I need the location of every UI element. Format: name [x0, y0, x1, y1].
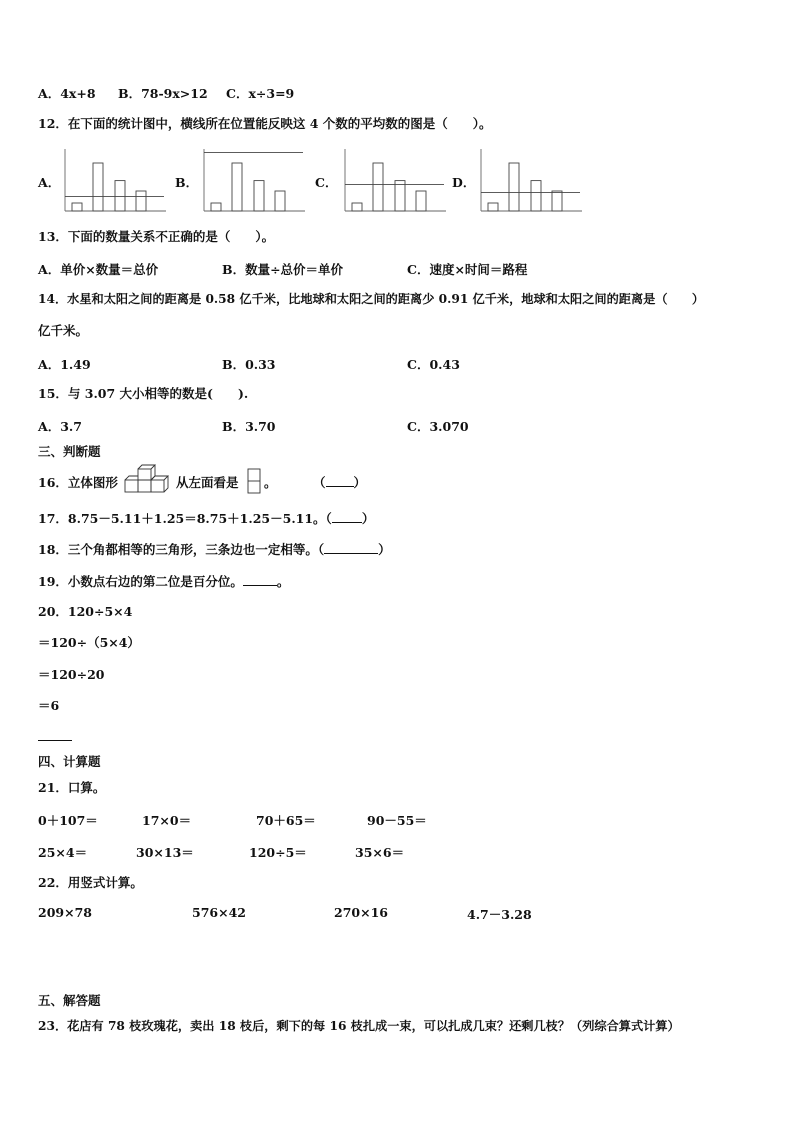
q14-stem-line2: 亿千米。 [38, 323, 89, 338]
q14-option-c: C．0.43 [407, 357, 460, 372]
chart-bar [72, 203, 82, 211]
q16-paren-open: （ [313, 475, 326, 490]
section-4-heading: 四、计算题 [38, 754, 101, 769]
q15-option-b: B．3.70 [222, 419, 276, 434]
q22-item: 209×78 [38, 905, 92, 920]
q20-line-1: 20．120÷5×4 [38, 604, 133, 619]
q19-text: 19．小数点右边的第二位是百分位。 [38, 574, 243, 589]
chart-bar [275, 191, 285, 211]
q11-option-c: C．x÷3=9 [226, 86, 295, 101]
chart-bar [395, 181, 405, 211]
left-view-figure [247, 468, 261, 494]
q19-line [38, 573, 289, 590]
chart-bar [211, 203, 221, 211]
q14-option-a: A．1.49 [38, 357, 91, 372]
q23-stem: 23．花店有 78 枝玫瑰花，卖出 18 枝后，剩下的每 16 枝扎成一束，可以扎成几束？还剩几枝？（列综合算式计算） [38, 1019, 680, 1033]
section-3-heading: 三、判断题 [38, 444, 101, 459]
q18-answer-blank[interactable] [324, 541, 378, 554]
q16-text-part2: 从左面看是 [176, 475, 239, 490]
chart-bar [552, 191, 562, 211]
q20-line-3: ＝120÷20 [38, 667, 105, 682]
q13-option-b: B．数量÷总价＝单价 [222, 262, 344, 277]
q18-close: ） [378, 542, 391, 557]
chart-bar [93, 163, 103, 211]
q22-item: 576×42 [192, 905, 246, 920]
q22-item: 4.7－3.28 [467, 907, 532, 922]
q21-item: 70＋65＝ [256, 813, 316, 828]
q15-option-c: C．3.070 [407, 419, 469, 434]
chart-bar [136, 191, 146, 211]
q20-answer-blank[interactable] [38, 740, 72, 741]
chart-bar [115, 181, 125, 211]
q19-answer-blank[interactable] [243, 573, 277, 586]
q12-chart-d [478, 148, 584, 214]
chart-bar [509, 163, 519, 211]
cube-stack-figure [122, 463, 176, 499]
section-5-heading: 五、解答题 [38, 993, 101, 1008]
q20-line-4: ＝6 [38, 698, 60, 713]
q16-answer-bracket [313, 473, 366, 491]
q14-stem-line1: 14．水星和太阳之间的距离是 0.58 亿千米，比地球和太阳之间的距离少 0.91 亿千米，地球和太阳之间的距离是（ ） [38, 292, 705, 306]
q18-text: 18．三个角都相等的三角形，三条边也一定相等。（ [38, 542, 325, 557]
q17-close: ） [361, 511, 375, 526]
q16-text-part1: 16．立体图形 [38, 475, 118, 490]
q12-chart-b [201, 148, 307, 214]
q12-label-a: A． [38, 175, 61, 190]
chart-bar [373, 163, 383, 211]
q12-stem: 12．在下面的统计图中，横线所在位置能反映这 4 个数的平均数的图是（ ）。 [38, 116, 492, 131]
q21-item: 120÷5＝ [249, 845, 307, 860]
q17-text: 17．8.75－5.11＋1.25＝8.75＋1.25－5.11。（ [38, 511, 332, 526]
q13-option-a: A．单价×数量＝总价 [38, 262, 159, 277]
q12-label-d: D． [452, 175, 476, 190]
q12-label-b: B． [175, 175, 199, 190]
q17-line [38, 510, 374, 527]
q19-close: 。 [276, 574, 290, 589]
q21-item: 0＋107＝ [38, 813, 98, 828]
chart-bar [254, 181, 264, 211]
q21-item: 35×6＝ [355, 845, 405, 860]
chart-bar [416, 191, 426, 211]
q13-option-c: C．速度×时间＝路程 [407, 262, 528, 277]
q16-paren-close: ） [353, 475, 367, 490]
chart-bar [352, 203, 362, 211]
q22-item: 270×16 [334, 905, 388, 920]
q20-line-2: ＝120÷（5×4） [38, 635, 140, 650]
q13-stem: 13．下面的数量关系不正确的是（ ）。 [38, 229, 275, 244]
q21-item: 17×0＝ [142, 813, 192, 828]
q15-stem: 15．与 3.07 大小相等的数是( ). [38, 386, 249, 401]
q16-answer-blank[interactable] [326, 474, 354, 487]
q12-label-c: C． [315, 175, 338, 190]
q22-stem: 22．用竖式计算。 [38, 875, 143, 890]
q12-chart-c [342, 148, 448, 214]
chart-bar [488, 203, 498, 211]
q17-answer-blank[interactable] [332, 510, 362, 523]
q15-option-a: A．3.7 [38, 419, 82, 434]
q16-text-part3: 。 [264, 475, 277, 490]
q21-stem: 21．口算。 [38, 780, 106, 795]
q21-item: 30×13＝ [136, 845, 194, 860]
chart-bar [232, 163, 242, 211]
q14-option-b: B．0.33 [222, 357, 276, 372]
q11-option-b: B．78-9x>12 [118, 86, 208, 101]
q11-option-a: A．4x+8 [38, 86, 96, 101]
q21-item: 25×4＝ [38, 845, 88, 860]
q18-line [38, 541, 391, 558]
q21-item: 90－55＝ [367, 813, 427, 828]
chart-bar [531, 181, 541, 211]
q12-chart-a [62, 148, 168, 214]
